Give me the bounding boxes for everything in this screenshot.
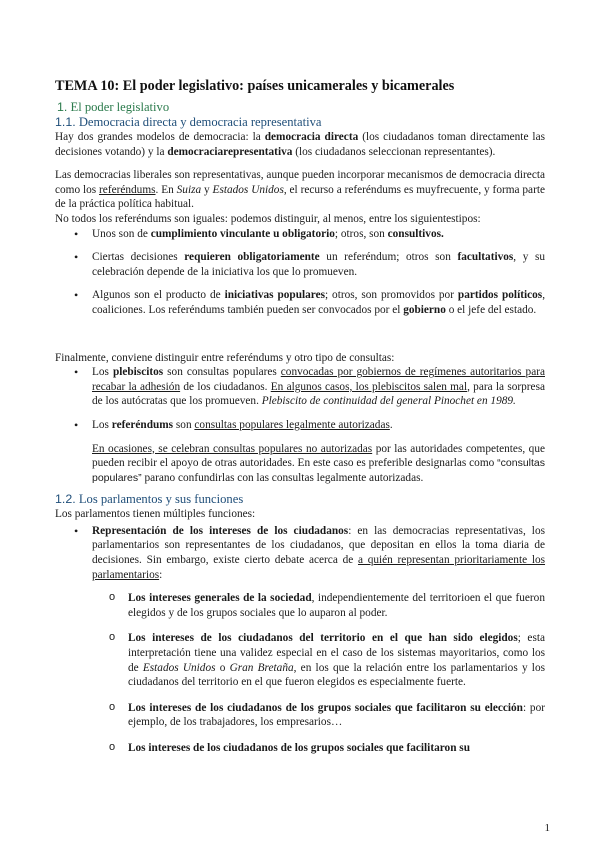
list-item: • Algunos son el producto de iniciativas populares; otros, son promovidos por partidos políticos, coaliciones. Los referéndums también pueden ser convocados por el gobierno o el jefe del estado. [55,288,545,317]
section-title: Democracia directa y democracia representativa [78,115,322,129]
section-title: El poder legislativo [70,100,170,114]
section-number: 1.2. [55,492,76,507]
paragraph-functions-intro: Los parlamentos tienen múltiples funciones: [55,508,256,521]
paragraph-referendum-types-intro: No todos los referéndums son iguales: podemos distinguir, al menos, entre los siguientestipos: [55,212,481,225]
list-item: • Unos son de cumplimiento vinculante u obligatorio; otros, son consultivos. [55,227,545,242]
sub-list-item: o Los intereses de los ciudadanos del territorio en el que han sido elegidos; esta interpretación tiene una validez especial en el caso de los sistemas mayoritarios, como los de Estados Unidos o Gran Bretaña, en los que la relación entre los parlamentarios y los ciudadanos del territorio en el que fueron elegidos es especialmente fuerte. [92,631,545,689]
section-number: 1. [57,100,68,114]
functions-list [55,524,545,756]
section-heading-1 [57,100,545,115]
consultas-list [55,365,545,485]
paragraph-consultas-intro: Finalmente, conviene distinguir entre referéndums y otro tipo de consultas: [55,351,395,364]
section-heading-1-2 [55,492,545,507]
document-page [55,78,545,767]
representation-sublist [92,591,545,755]
list-item: • Ciertas decisiones requieren obligatoriamente un referéndum; otros son facultativos, y su celebración depende de la iniciativa los que lo promueven. [55,250,545,279]
sub-list-item: o Los intereses de los ciudadanos de los grupos sociales que facilitaron su elección: por ejemplo, de los trabajadores, los empresarios… [92,701,545,730]
list-item: • Los referéndums son consultas populares legalmente autorizadas. En ocasiones, se celebran consultas populares no autorizadas por las autoridades competentes, que pueden recibir el apoyo de otras autoridades. En este caso es preferible designarlas como “consultas populares” parano confundirlas con las consultas legalmente autorizadas. [55,418,545,485]
document-title: TEMA 10: El poder legislativo: países unicamerales y bicamerales [55,78,455,94]
paragraph-liberal-democracies: Las democracias liberales son representativas, aunque pueden incorporar mecanismos de democracia directa como los referéndums. En Suiza y Estados Unidos, el recurso a referéndums es muyfrecuente, y forma parte de la práctica política habitual. [55,169,545,211]
paragraph-democracy-models: Hay dos grandes modelos de democracia: la democracia directa (los ciudadanos toman directamente las decisiones votando) y la democraciarepresentativa (los ciudadanos seleccionan representantes). [55,131,545,158]
paragraph-unauthorized-consultas: En ocasiones, se celebran consultas populares no autorizadas por las autoridades competentes, que pueden recibir el apoyo de otras autoridades. En este caso es preferible designarlas como “consultas populares” parano confundirlas con las consultas legalmente autorizadas. [92,442,545,484]
list-item: • Representación de los intereses de los ciudadanos: en las democracias representativas, los parlamentarios son representantes de los ciudadanos, que depositan en ellos la toma diaria de decisiones. Sin embargo, existe cierto debate acerca de a quién representan prioritariamente los parlamentarios: o Los intereses generales de la sociedad, independientemente del territorioen el que fueron elegidos y de los grupos sociales que lo auparon al poder. o Los intereses de los ciudadanos del territorio en el que han sido elegidos; esta interpretación tiene una validez especial en el caso de los sistemas mayoritarios, como los de Estados Unidos o Gran Bretaña, en los que la relación entre los parlamentarios y los ciudadanos del territorio en el que fueron elegidos es especialmente fuerte. o Los intereses de los ciudadanos de los grupos sociales que facilitaron su elección: por ejemplo, de los trabajadores, los empresarios… o Los intereses de los ciudadanos de los grupos sociales que facilitaron su [55,524,545,756]
sub-list-item: o Los intereses generales de la sociedad, independientemente del territorioen el que fueron elegidos y de los grupos sociales que lo auparon al poder. [92,591,545,620]
section-title: Los parlamentos y sus funciones [78,492,244,507]
sub-list-item: o Los intereses de los ciudadanos de los grupos sociales que facilitaron su [92,741,545,756]
referendum-types-list [55,227,545,318]
page-number: 1 [544,822,550,834]
section-number: 1.1. [55,115,76,129]
section-heading-1-1 [55,115,545,130]
list-item: • Los plebiscitos son consultas populares convocadas por gobiernos de regímenes autoritarios para recabar la adhesión de los ciudadanos. En algunos casos, los plebiscitos salen mal, para la sorpresa de los autócratas que los promueven. Plebiscito de continuidad del general Pinochet en 1989. [55,365,545,409]
